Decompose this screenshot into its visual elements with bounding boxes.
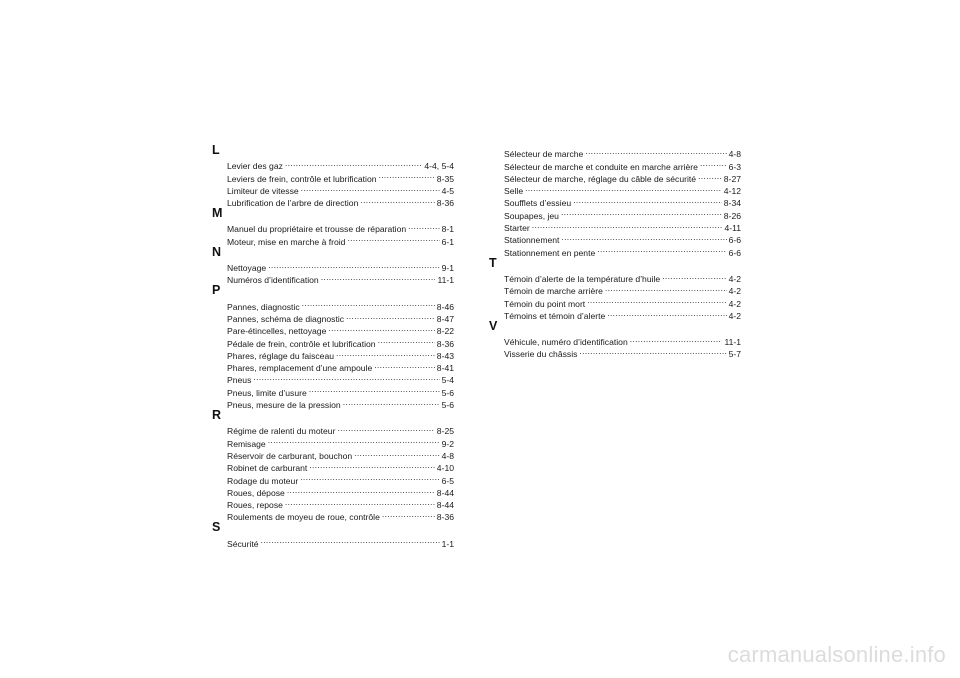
index-entry-label: Pare-étincelles, nettoyage bbox=[227, 326, 327, 337]
dot-leader bbox=[343, 396, 440, 408]
index-entry-page: 8-35 bbox=[436, 173, 454, 184]
index-entry bbox=[227, 297, 454, 312]
index-entry-label: Limiteur de vitesse bbox=[227, 185, 299, 196]
dot-leader bbox=[301, 182, 440, 194]
index-letter-heading: V bbox=[489, 318, 498, 333]
index-entry bbox=[227, 259, 454, 274]
index-entry bbox=[227, 157, 454, 172]
index-entry-label: Soufflets d’essieu bbox=[504, 198, 572, 209]
index-entry-page: 4-2 bbox=[728, 298, 741, 309]
dot-leader bbox=[532, 219, 723, 231]
dot-leader bbox=[328, 322, 434, 334]
index-entry bbox=[227, 534, 454, 549]
index-entry-label: Sélecteur de marche, réglage du câble de sécurité bbox=[504, 173, 697, 184]
dot-leader bbox=[630, 333, 723, 345]
dot-leader bbox=[285, 496, 435, 508]
index-entry-label: Pneus bbox=[227, 375, 252, 386]
dot-leader bbox=[561, 231, 726, 243]
index-entry bbox=[227, 371, 454, 386]
index-entry-page: 8-41 bbox=[436, 363, 454, 374]
index-entry-page: 8-36 bbox=[436, 338, 454, 349]
index-letter-heading: L bbox=[212, 143, 220, 157]
dot-leader bbox=[268, 434, 440, 446]
dot-leader bbox=[309, 383, 440, 395]
dot-leader bbox=[346, 310, 435, 322]
index-entry-label: Robinet de carburant bbox=[227, 463, 308, 474]
index-entry-label: Stationnement en pente bbox=[504, 247, 596, 258]
index-entry-page: 5-7 bbox=[728, 349, 741, 360]
dot-leader bbox=[302, 297, 435, 309]
index-entry-page: 11-1 bbox=[437, 275, 454, 286]
index-entry-page: 6-3 bbox=[728, 161, 741, 172]
index-entry-label: Lubrification de l’arbre de direction bbox=[227, 198, 359, 209]
index-entry-page: 6-5 bbox=[441, 475, 454, 486]
dot-leader bbox=[261, 534, 440, 546]
index-entry-page: 8-43 bbox=[436, 350, 454, 361]
index-entry-label: Sélecteur de marche bbox=[504, 149, 584, 160]
dot-leader bbox=[360, 194, 434, 206]
dot-leader bbox=[587, 294, 726, 306]
index-entry-label: Sécurité bbox=[227, 538, 259, 549]
index-entry bbox=[227, 220, 454, 235]
index-entry-page: 6-6 bbox=[728, 247, 741, 258]
index-entry-label: Starter bbox=[504, 223, 530, 234]
index-entry-page: 8-22 bbox=[436, 326, 454, 337]
index-entry-page: 11-1 bbox=[724, 337, 741, 348]
index-entry-page: 4-5 bbox=[441, 185, 454, 196]
index-entry-page: 5-6 bbox=[441, 387, 454, 398]
dot-leader bbox=[378, 334, 435, 346]
dot-leader bbox=[597, 243, 726, 255]
index-entry-label: Phares, remplacement d’une ampoule bbox=[227, 363, 373, 374]
index-column-right bbox=[489, 145, 741, 360]
dot-leader bbox=[561, 206, 722, 218]
index-entry-page: 4-10 bbox=[436, 463, 454, 474]
index-letter-heading: N bbox=[212, 244, 222, 259]
dot-leader bbox=[379, 169, 435, 181]
index-entry-page: 8-36 bbox=[436, 198, 454, 209]
dot-leader bbox=[700, 157, 727, 169]
index-letter-heading: M bbox=[212, 206, 223, 221]
dot-leader bbox=[374, 359, 435, 371]
index-entry-page: 4-4, 5-4 bbox=[424, 161, 454, 172]
dot-leader bbox=[525, 182, 722, 194]
index-entry-page: 4-8 bbox=[728, 149, 741, 160]
index-entry-label: Réservoir de carburant, bouchon bbox=[227, 450, 353, 461]
index-letter-heading: T bbox=[489, 255, 497, 270]
index-entry-label: Phares, réglage du faisceau bbox=[227, 350, 335, 361]
index-entry bbox=[504, 219, 741, 234]
index-letter-heading: P bbox=[212, 283, 221, 298]
dot-leader bbox=[573, 194, 722, 206]
dot-leader bbox=[287, 484, 435, 496]
dot-leader bbox=[579, 345, 726, 357]
index-entry-label: Moteur, mise en marche à froid bbox=[227, 236, 346, 247]
index-entry-page: 8-27 bbox=[723, 173, 741, 184]
dot-leader bbox=[285, 157, 422, 169]
index-entry-label: Roulements de moyeu de roue, contrôle bbox=[227, 512, 380, 523]
dot-leader bbox=[605, 282, 727, 294]
index-entry-label: Roues, dépose bbox=[227, 487, 285, 498]
index-entry-page: 9-1 bbox=[441, 263, 454, 274]
dot-leader bbox=[607, 307, 726, 319]
index-entry-list bbox=[227, 259, 454, 284]
index-entry-label: Témoin du point mort bbox=[504, 298, 586, 309]
dot-leader bbox=[382, 508, 435, 520]
index-entry-page: 8-44 bbox=[436, 500, 454, 511]
index-entry-page: 8-36 bbox=[436, 512, 454, 523]
dot-leader bbox=[268, 259, 439, 271]
index-entry bbox=[504, 333, 741, 348]
index-entry-page: 8-25 bbox=[436, 426, 454, 437]
index-letter-heading: R bbox=[212, 408, 222, 423]
watermark: carmanualsonline.info bbox=[727, 642, 946, 667]
index-entry-list bbox=[227, 534, 454, 549]
index-entry-page: 5-6 bbox=[441, 400, 454, 411]
index-entry-label: Régime de ralenti du moteur bbox=[227, 426, 336, 437]
index-entry-page: 8-34 bbox=[723, 198, 741, 209]
index-entry-list bbox=[504, 333, 741, 358]
index-entry-list bbox=[504, 145, 741, 256]
index-entry-page: 8-1 bbox=[441, 224, 454, 235]
index-entry-page: 9-2 bbox=[441, 438, 454, 449]
index-entry-label: Nettoyage bbox=[227, 263, 267, 274]
index-entry-page: 8-46 bbox=[436, 301, 454, 312]
dot-leader bbox=[300, 471, 439, 483]
index-entry-label: Stationnement bbox=[504, 235, 560, 246]
index-entry-label: Témoins et témoin d’alerte bbox=[504, 310, 606, 321]
dot-leader bbox=[698, 170, 722, 182]
index-entry-page: 5-4 bbox=[441, 375, 454, 386]
index-entry-page: 8-47 bbox=[436, 313, 454, 324]
index-entry-label: Roues, repose bbox=[227, 500, 283, 511]
index-entry-list bbox=[227, 220, 454, 245]
index-entry-label: Véhicule, numéro d’identification bbox=[504, 337, 628, 348]
index-entry-list bbox=[227, 157, 454, 209]
index-entry-page: 8-26 bbox=[723, 210, 741, 221]
dot-leader bbox=[347, 232, 439, 244]
index-entry-page: 4-2 bbox=[728, 273, 741, 284]
index-entry-label: Visserie du châssis bbox=[504, 349, 578, 360]
index-entry-label: Leviers de frein, contrôle et lubrification bbox=[227, 173, 377, 184]
index-column-left bbox=[212, 143, 454, 547]
index-entry-page: 1-1 bbox=[441, 538, 454, 549]
index-entry-label: Pannes, diagnostic bbox=[227, 301, 300, 312]
index-entry-page: 4-2 bbox=[728, 286, 741, 297]
index-entry-label: Remisage bbox=[227, 438, 266, 449]
index-entry-label: Selle bbox=[504, 186, 524, 197]
index-entry-page: 6-6 bbox=[728, 235, 741, 246]
index-entry bbox=[504, 194, 741, 209]
index-entry-label: Pneus, mesure de la pression bbox=[227, 400, 341, 411]
index-entry-page: 8-44 bbox=[436, 487, 454, 498]
dot-leader bbox=[662, 270, 726, 282]
index-entry-label: Numéros d’identification bbox=[227, 275, 319, 286]
index-entry-label: Témoin de marche arrière bbox=[504, 286, 603, 297]
index-letter-heading: S bbox=[212, 520, 221, 535]
index-entry-label: Rodage du moteur bbox=[227, 475, 299, 486]
dot-leader bbox=[253, 371, 439, 383]
index-entry-label: Pannes, schéma de diagnostic bbox=[227, 313, 345, 324]
index-entry-page: 4-2 bbox=[728, 310, 741, 321]
index-entry-list bbox=[504, 270, 741, 319]
index-entry-page: 6-1 bbox=[441, 236, 454, 247]
index-entry bbox=[504, 145, 741, 160]
index-entry bbox=[504, 270, 741, 282]
dot-leader bbox=[585, 145, 726, 157]
index-entry-label: Témoin d’alerte de la température d’huile bbox=[504, 273, 661, 284]
index-entry bbox=[504, 182, 741, 197]
dot-leader bbox=[354, 447, 439, 459]
dot-leader bbox=[408, 220, 439, 232]
index-entry-list bbox=[227, 422, 454, 523]
dot-leader bbox=[309, 459, 435, 471]
index-entry-label: Sélecteur de marche et conduite en marche arrière bbox=[504, 161, 698, 172]
index-entry bbox=[227, 383, 454, 398]
index-entry-page: 4-8 bbox=[441, 450, 454, 461]
index-entry bbox=[504, 231, 741, 246]
index-entry-label: Levier des gaz bbox=[227, 161, 283, 172]
index-entry-label: Pédale de frein, contrôle et lubrification bbox=[227, 338, 376, 349]
index-entry-label: Soupapes, jeu bbox=[504, 210, 559, 221]
index-entry-label: Manuel du propriétaire et trousse de réparation bbox=[227, 224, 407, 235]
index-entry-page: 4-12 bbox=[723, 186, 741, 197]
dot-leader bbox=[321, 271, 436, 283]
dot-leader bbox=[336, 347, 435, 359]
index-entry-list bbox=[227, 297, 454, 411]
index-entry-page: 4-11 bbox=[724, 223, 741, 234]
index-entry bbox=[227, 422, 454, 437]
index-entry-label: Pneus, limite d’usure bbox=[227, 387, 307, 398]
dot-leader bbox=[337, 422, 434, 434]
